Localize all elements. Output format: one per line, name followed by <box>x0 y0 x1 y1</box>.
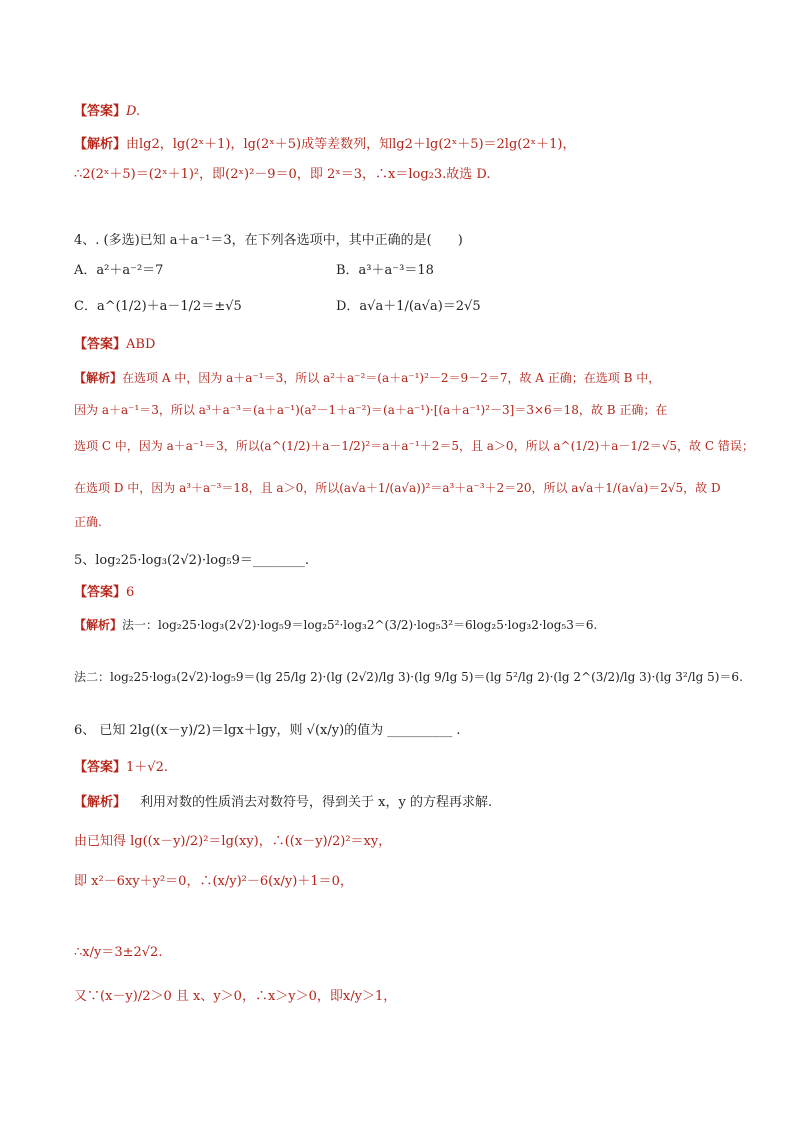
q5-answer-line <box>74 584 134 602</box>
answer-tag: 【答案】 <box>74 760 127 775</box>
analysis-tag: 【解析】 <box>74 371 123 385</box>
q6-analysis-line-2: 由已知得 lg((x－y)/2)²＝lg(xy)，∴((x－y)/2)²＝xy， <box>74 834 392 849</box>
q4-stem: 4、. (多选)已知 a＋a⁻¹＝3，在下列各选项中，其中正确的是( ) <box>74 233 463 248</box>
analysis-tag: 【解析】 <box>74 137 127 152</box>
q4-option-c: C．a^(1/2)＋a－1/2＝±√5 <box>74 299 242 314</box>
q3-answer-line <box>74 103 140 121</box>
q6-analysis-line-3: 即 x²－6xy＋y²＝0，∴(x/y)²－6(x/y)＋1＝0， <box>74 874 353 889</box>
q5-analysis-text-1: 法一：log₂25·log₃(2√2)·log₅9＝log₂5²·log₃2^(3/2)·log₅3²＝6log₂5·log₃2·log₅3＝6. <box>122 618 598 632</box>
q6-analysis-line-5: 又∵(x－y)/2＞0 且 x、y＞0，∴x＞y＞0，即x/y＞1， <box>74 989 397 1004</box>
q3-answer: D. <box>126 104 141 119</box>
q5-answer: 6 <box>126 585 135 600</box>
q4-analysis-line-4: 在选项 D 中，因为 a³＋a⁻³＝18，且 a＞0，所以(a√a＋1/(a√a))²＝a³＋a⁻³＋2＝20，所以 a√a＋1/(a√a)＝2√5，故 D <box>74 481 721 495</box>
q4-analysis-line-1 <box>74 369 660 387</box>
q6-answer-line <box>74 759 168 777</box>
analysis-tag: 【解析】 <box>74 618 123 632</box>
q4-option-b: B．a³＋a⁻³＝18 <box>336 263 434 278</box>
answer-tag: 【答案】 <box>74 585 127 600</box>
q4-analysis-line-3: 选项 C 中，因为 a＋a⁻¹＝3，所以(a^(1/2)＋a－1/2)²＝a＋a⁻¹＋2＝5，且 a＞0，所以 a^(1/2)＋a－1/2＝√5，故 C 错误； <box>74 439 754 453</box>
q6-stem: 6、 已知 2lg((x－y)/2)＝lgx＋lgy，则 √(x/y)的值为 __________ . <box>74 723 461 738</box>
q5-analysis-line-2: 法二：log₂25·log₃(2√2)·log₅9＝(lg 25/lg 2)·(lg (2√2)/lg 3)·(lg 9/lg 5)＝(lg 5²/lg 2)·(lg 2^(3/2)/lg 3)·(lg 3²/lg 5)＝6. <box>74 670 743 684</box>
q5-analysis-line-1 <box>74 616 597 634</box>
q4-answer-line <box>74 336 155 354</box>
q6-analysis-line-4: ∴x/y＝3±2√2. <box>74 945 163 960</box>
q4-analysis-line-5: 正确. <box>74 515 102 529</box>
q3-analysis-line-1 <box>74 136 576 154</box>
q5-stem: 5、log₂25·log₃(2√2)·log₅9＝________. <box>74 553 310 568</box>
q4-option-d: D．a√a＋1/(a√a)＝2√5 <box>336 299 481 314</box>
q6-answer: 1＋√2. <box>126 760 168 775</box>
q6-analysis-line-1 <box>74 794 492 812</box>
q4-option-a: A．a²＋a⁻²＝7 <box>74 263 164 278</box>
answer-tag: 【答案】 <box>74 104 127 119</box>
q4-analysis-line-2: 因为 a＋a⁻¹＝3，所以 a³＋a⁻³＝(a＋a⁻¹)(a²－1＋a⁻²)＝(a＋a⁻¹)·[(a＋a⁻¹)²－3]＝3×6＝18，故 B 正确；在 <box>74 403 668 417</box>
q3-analysis-line-2: ∴2(2ˣ＋5)＝(2ˣ＋1)²，即(2ˣ)²－9＝0，即 2ˣ＝3，∴x＝log₂3.故选 D. <box>74 167 491 182</box>
answer-tag: 【答案】 <box>74 337 127 352</box>
analysis-tag: 【解析】 <box>74 795 127 810</box>
q3-analysis-text-1: 由lg2，lg(2ˣ＋1)，lg(2ˣ＋5)成等差数列，知lg2＋lg(2ˣ＋5)＝2lg(2ˣ＋1)， <box>126 137 576 152</box>
q6-analysis-text-1: 利用对数的性质消去对数符号，得到关于 x，y 的方程再求解. <box>140 795 493 810</box>
q4-analysis-text-1: 在选项 A 中，因为 a＋a⁻¹＝3，所以 a²＋a⁻²＝(a＋a⁻¹)²－2＝9－2＝7，故 A 正确；在选项 B 中， <box>122 371 661 385</box>
q4-answer: ABD <box>126 337 156 352</box>
